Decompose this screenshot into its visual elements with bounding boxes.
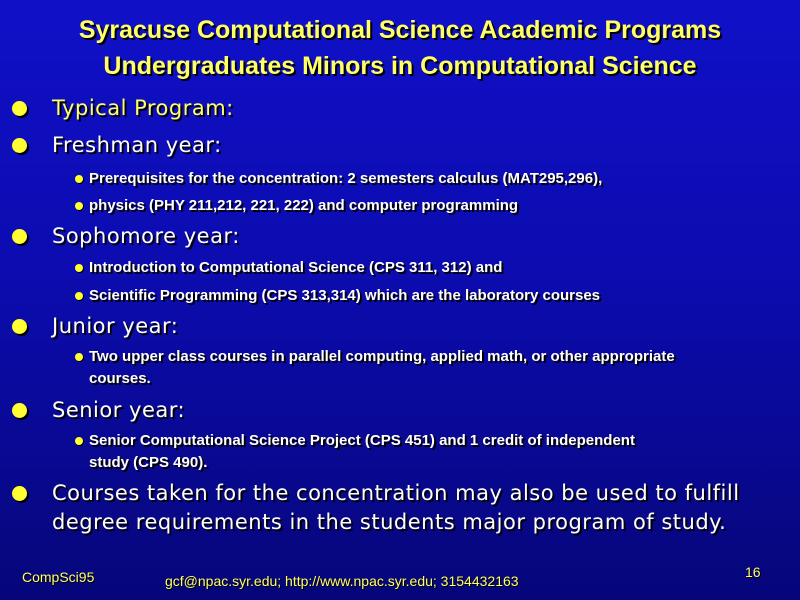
- sub-bullet-text: Prerequisites for the concentration: 2 semesters calculus (MAT295,296),: [89, 170, 603, 187]
- sub-bullet-dot-icon: [75, 292, 83, 300]
- bullet-dot-icon: [12, 101, 27, 116]
- sub-bullet-dot-icon: [75, 202, 83, 210]
- sub-bullet-dot-icon: [75, 353, 83, 361]
- bullet-dot-icon: [12, 486, 27, 501]
- slide-title-line1: Syracuse Computational Science Academic Programs: [78, 16, 722, 44]
- bullet-dot-icon: [12, 319, 27, 334]
- sub-bullet-text: Scientific Programming (CPS 313,314) which are the laboratory courses: [89, 287, 601, 304]
- footer-contact-info: gcf@npac.syr.edu; http://www.npac.syr.edu; 3154432163: [165, 573, 519, 589]
- bullet-text: Freshman year:: [52, 133, 222, 157]
- bullet-text: Courses taken for the concentration may also be used to fulfill degree requirements in the students major program of study.: [52, 481, 740, 534]
- sub-bullet-dot-icon: [75, 175, 83, 183]
- sub-bullet-text: Senior Computational Science Project (CPS 451) and 1 credit of independent study (CPS 490).: [89, 432, 635, 471]
- sub-bullet-dot-icon: [75, 437, 83, 445]
- sub-bullet-dot-icon: [75, 264, 83, 272]
- bullet-text: Senior year:: [52, 398, 186, 422]
- slide-title-line2: Undergraduates Minors in Computational Science: [103, 52, 697, 80]
- sub-bullet-text: Two upper class courses in parallel computing, applied math, or other appropriate courses.: [89, 348, 675, 387]
- bullet-text: Junior year:: [52, 314, 179, 338]
- bullet-dot-icon: [12, 138, 27, 153]
- bullet-dot-icon: [12, 403, 27, 418]
- footer-course-label: CompSci95: [22, 569, 95, 585]
- sub-bullet-text: Introduction to Computational Science (CPS 311, 312) and: [89, 259, 503, 276]
- sub-bullet-text: physics (PHY 211,212, 221, 222) and computer programming: [89, 197, 519, 214]
- bullet-text: Typical Program:: [52, 96, 234, 120]
- bullet-dot-icon: [12, 229, 27, 244]
- slide-page-number: 16: [745, 564, 761, 580]
- bullet-text: Sophomore year:: [52, 224, 240, 248]
